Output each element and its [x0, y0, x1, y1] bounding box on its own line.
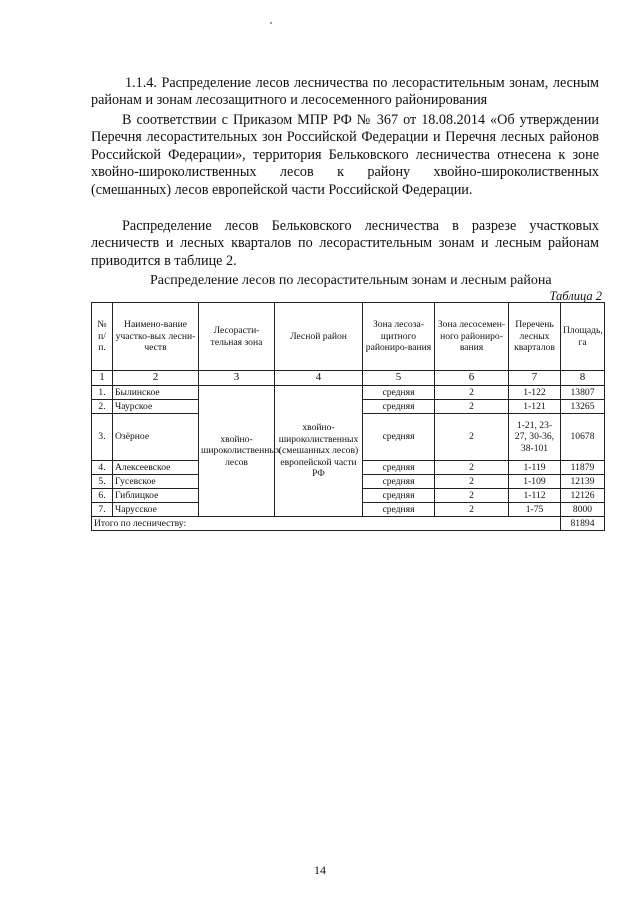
index-cell: 7: [509, 371, 561, 386]
protection-zone: средняя: [363, 400, 435, 414]
section-heading: 1.1.4. Распределение лесов лесничества по лесорастительным зонам, лесным районам и зонам лесозащитного и лесосеменного районирования: [91, 75, 599, 109]
header-cell: Наимено-вание участко-вых лесни-честв: [113, 303, 199, 371]
index-cell: 5: [363, 371, 435, 386]
seed-zone: 2: [435, 414, 509, 461]
forest-zone-cell: хвойно-широколиственных лесов: [199, 386, 275, 517]
area: 8000: [561, 503, 605, 517]
table-index-row: [92, 371, 605, 386]
index-cell: 3: [199, 371, 275, 386]
area: 12126: [561, 489, 605, 503]
table-row: [92, 386, 605, 400]
row-number: 1.: [92, 386, 113, 400]
total-blank-cell: [509, 517, 561, 531]
index-cell: 2: [113, 371, 199, 386]
row-number: 6.: [92, 489, 113, 503]
quarters: 1-121: [509, 400, 561, 414]
seed-zone: 2: [435, 400, 509, 414]
table-total-row: [92, 517, 605, 531]
forestry-name: Алексеевское: [113, 461, 199, 475]
seed-zone: 2: [435, 475, 509, 489]
forestry-name: Гусевское: [113, 475, 199, 489]
forest-district-cell: хвойно-широколиственных (смешанных лесов) европейской части РФ: [275, 386, 363, 517]
index-cell: 6: [435, 371, 509, 386]
header-cell: Площадь, га: [561, 303, 605, 371]
protection-zone: средняя: [363, 489, 435, 503]
seed-zone: 2: [435, 489, 509, 503]
forestry-name: Чарусское: [113, 503, 199, 517]
scan-speck: [270, 22, 272, 24]
total-label: Итого по лесничеству:: [92, 517, 509, 531]
forestry-name: Озёрное: [113, 414, 199, 461]
quarters: 1-75: [509, 503, 561, 517]
area: 13265: [561, 400, 605, 414]
area: 13807: [561, 386, 605, 400]
index-cell: 4: [275, 371, 363, 386]
seed-zone: 2: [435, 503, 509, 517]
forestry-name: Чаурское: [113, 400, 199, 414]
quarters: 1-109: [509, 475, 561, 489]
header-cell: Зона лесосемен-ного райониро-вания: [435, 303, 509, 371]
row-number: 2.: [92, 400, 113, 414]
protection-zone: средняя: [363, 475, 435, 489]
quarters: 1-21, 23-27, 30-36, 38-101: [509, 414, 561, 461]
protection-zone: средняя: [363, 414, 435, 461]
row-number: 7.: [92, 503, 113, 517]
paragraph-1: В соответствии с Приказом МПР РФ № 367 от 18.08.2014 «Об утверждении Перечня лесорастительных зон Российской Федерации и Перечня лесных районов Российской Федерации», территория Бельковского лесничества отнесена к зоне хвойно-широколиственных лесов к району хвойно-широколиственных (смешанных) лесов европейской части Российской Федерации.: [91, 112, 599, 198]
row-number: 5.: [92, 475, 113, 489]
table-number: Таблица 2: [549, 289, 602, 303]
protection-zone: средняя: [363, 503, 435, 517]
header-cell: Лесорасти-тельная зона: [199, 303, 275, 371]
quarters: 1-122: [509, 386, 561, 400]
forest-distribution-table: [91, 302, 605, 531]
row-number: 3.: [92, 414, 113, 461]
quarters: 1-112: [509, 489, 561, 503]
protection-zone: средняя: [363, 461, 435, 475]
header-cell: № п/ п.: [92, 303, 113, 371]
paragraph-2: Распределение лесов Бельковского лесничества в разрезе участковых лесничеств и лесных кварталов по лесорастительным зонам и лесным районам приводится в таблице 2.: [91, 218, 599, 269]
seed-zone: 2: [435, 386, 509, 400]
protection-zone: средняя: [363, 386, 435, 400]
total-area: 81894: [561, 517, 605, 531]
seed-zone: 2: [435, 461, 509, 475]
area: 12139: [561, 475, 605, 489]
forestry-name: Былинское: [113, 386, 199, 400]
header-cell: Перечень лесных кварталов: [509, 303, 561, 371]
table-caption: Распределение лесов по лесорастительным зонам и лесным района: [150, 273, 552, 288]
table-header-row: [92, 303, 605, 371]
row-number: 4.: [92, 461, 113, 475]
quarters: 1-119: [509, 461, 561, 475]
area: 11879: [561, 461, 605, 475]
header-cell: Зона лесоза-щитного райониро-вания: [363, 303, 435, 371]
area: 10678: [561, 414, 605, 461]
index-cell: 1: [92, 371, 113, 386]
index-cell: 8: [561, 371, 605, 386]
page-number: 14: [314, 863, 326, 877]
header-cell: Лесной район: [275, 303, 363, 371]
forestry-name: Гиблицкое: [113, 489, 199, 503]
